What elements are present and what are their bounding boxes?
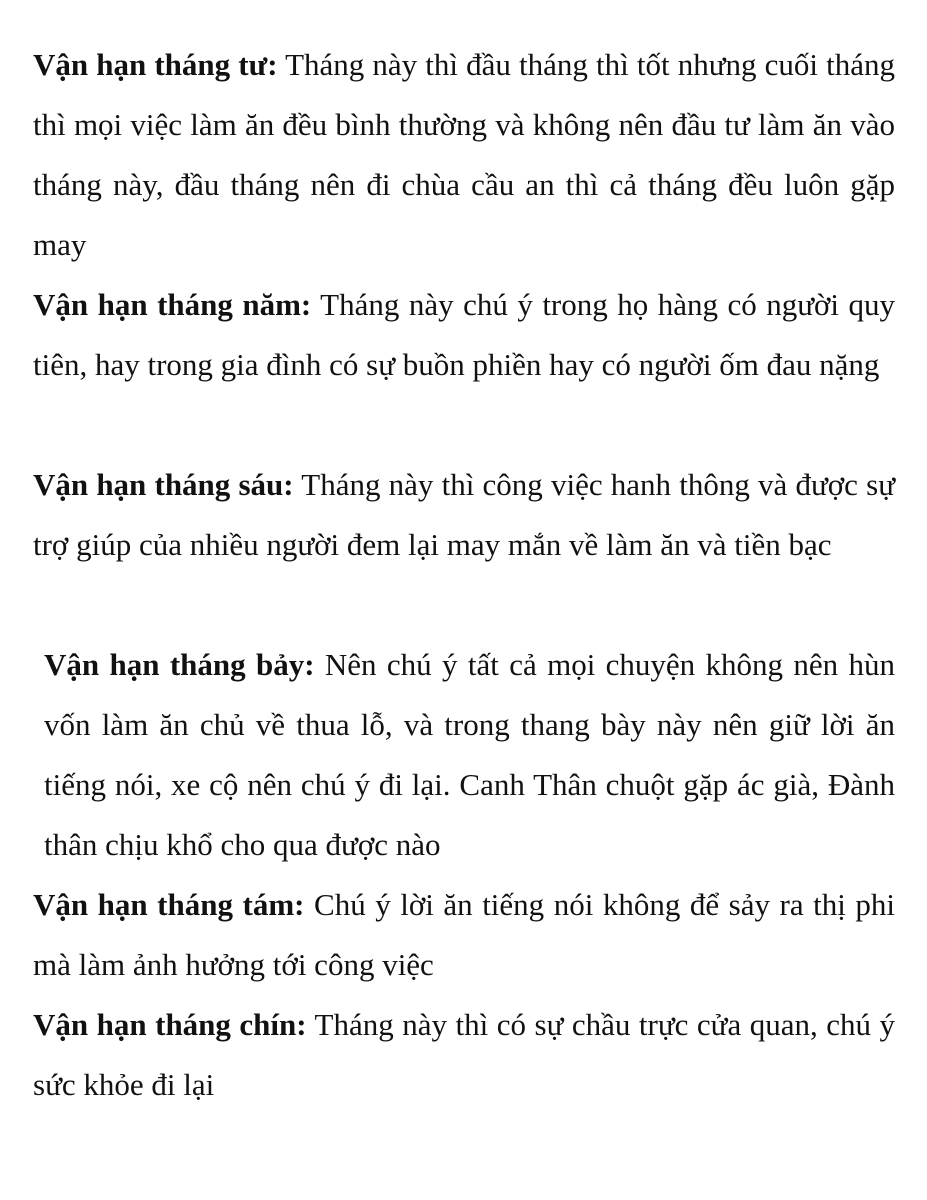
paragraph-thang-tu xyxy=(33,35,895,275)
paragraph-thang-chin xyxy=(33,995,895,1115)
paragraph-thang-nam xyxy=(33,275,895,395)
paragraph-text: Nên chú ý tất cả mọi chuyện không nên hùn vốn làm ăn chủ về thua lỗ, và trong thang bày này nên giữ lời ăn tiếng nói, xe cộ nên chú ý đi lại. Canh Thân chuột gặp ác già, Đành thân chịu khổ cho qua được nào xyxy=(44,647,895,862)
paragraph-label: Vận hạn tháng năm: xyxy=(33,287,312,322)
paragraph-label: Vận hạn tháng chín: xyxy=(33,1007,307,1042)
paragraph-text: Tháng này thì công việc hanh thông và được sự trợ giúp của nhiều người đem lại may mắn về làm ăn và tiền bạc xyxy=(33,467,895,562)
paragraph-thang-tam xyxy=(33,875,895,995)
paragraph-label: Vận hạn tháng tư: xyxy=(33,47,278,82)
paragraph-text: Chú ý lời ăn tiếng nói không để sảy ra thị phi mà làm ảnh hưởng tới công việc xyxy=(33,887,896,982)
paragraph-text: Tháng này thì có sự chầu trực cửa quan, chú ý sức khỏe đi lại xyxy=(33,1007,895,1102)
paragraph-text: Tháng này chú ý trong họ hàng có người quy tiên, hay trong gia đình có sự buồn phiền hay có người ốm đau nặng xyxy=(33,287,895,382)
paragraph-label: Vận hạn tháng bảy: xyxy=(44,647,315,682)
paragraph-thang-bay xyxy=(44,635,895,875)
paragraph-label: Vận hạn tháng tám: xyxy=(33,887,305,922)
paragraph-thang-sau xyxy=(33,455,895,575)
paragraph-text: Tháng này thì đầu tháng thì tốt nhưng cuối tháng thì mọi việc làm ăn đều bình thường và không nên đầu tư làm ăn vào tháng này, đầu tháng nên đi chùa cầu an thì cả tháng đều luôn gặp may xyxy=(33,47,895,262)
paragraph-label: Vận hạn tháng sáu: xyxy=(33,467,294,502)
